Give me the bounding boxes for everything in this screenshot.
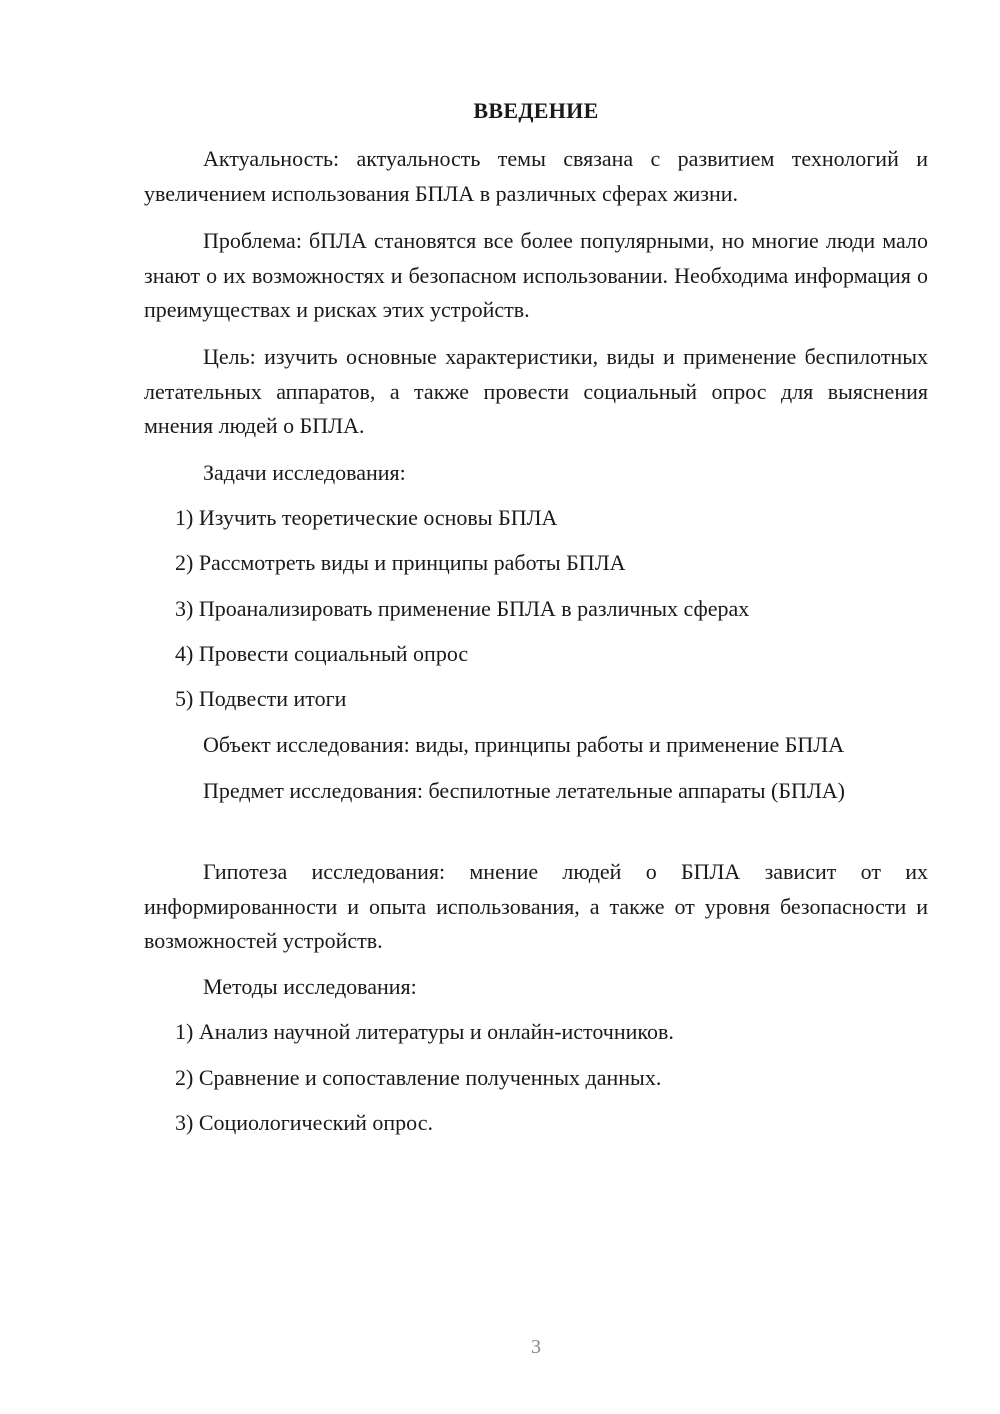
relevance-paragraph: Актуальность: актуальность темы связана с развитием технологий и увеличением использования БПЛА в различных сферах жизни. [144, 146, 928, 206]
subject-paragraph: Предмет исследования: беспилотные летательные аппараты (БПЛА) [203, 778, 845, 803]
method-item: 3) Социологический опрос. [175, 1110, 433, 1135]
method-item: 1) Анализ научной литературы и онлайн-источников. [175, 1019, 674, 1044]
task-item: 3) Проанализировать применение БПЛА в различных сферах [175, 596, 750, 621]
task-item: 1) Изучить теоретические основы БПЛА [175, 505, 558, 530]
methods-heading: Методы исследования: [203, 974, 417, 999]
task-item: 2) Рассмотреть виды и принципы работы БПЛА [175, 550, 626, 575]
hypothesis-paragraph: Гипотеза исследования: мнение людей о БПЛА зависит от их информированности и опыта использования, а также от уровня безопасности и возможностей устройств. [144, 859, 928, 953]
tasks-heading: Задачи исследования: [203, 460, 406, 485]
object-paragraph: Объект исследования: виды, принципы работы и применение БПЛА [203, 732, 845, 757]
section-title: ВВЕДЕНИЕ [473, 98, 599, 123]
goal-paragraph: Цель: изучить основные характеристики, виды и применение беспилотных летательных аппаратов, а также провести социальный опрос для выяснения мнения людей о БПЛА. [144, 344, 928, 438]
problem-paragraph: Проблема: бПЛА становятся все более популярными, но многие люди мало знают о их возможностях и безопасном использовании. Необходима информация о преимуществах и рисках этих устройств. [144, 228, 928, 322]
task-item: 4) Провести социальный опрос [175, 641, 469, 666]
method-item: 2) Сравнение и сопоставление полученных данных. [175, 1065, 662, 1090]
page-number: 3 [531, 1336, 541, 1358]
task-item: 5) Подвести итоги [175, 686, 347, 711]
